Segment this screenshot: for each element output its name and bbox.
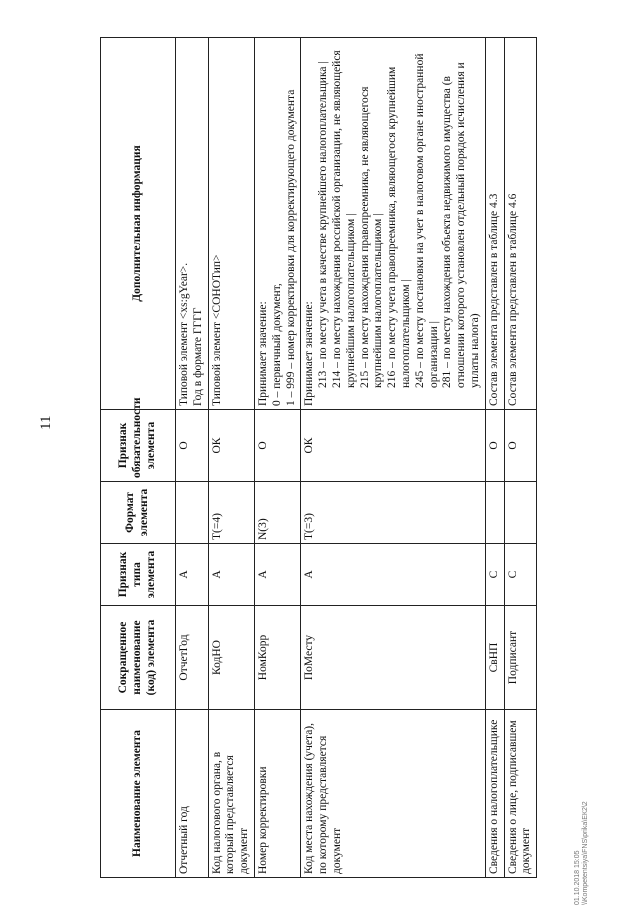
- header-required: Признак обязательности элемента: [101, 410, 176, 482]
- info-line: 0 – первичный документ,: [270, 283, 283, 406]
- info-value: 245 – по месту постановки на учет в налоговом органе иностранной организации |: [413, 53, 440, 388]
- header-info: Дополнительная информация: [101, 38, 176, 410]
- info-value: 216 – по месту учета правопреемника, являющегося крупнейшим налогоплательщиком |: [386, 66, 412, 388]
- info-line: Типовой элемент <xs:gYear>.: [178, 262, 190, 406]
- table-row: [208, 38, 254, 878]
- file-stamp: [574, 801, 590, 905]
- cell-format: [504, 482, 537, 544]
- cell-name: Код налогового органа, в который представляется документ: [208, 710, 254, 878]
- table-header: [101, 38, 176, 878]
- header-name: Наименование элемента: [101, 710, 176, 878]
- cell-format: [176, 482, 209, 544]
- cell-info: [208, 38, 254, 410]
- cell-code: СвНП: [485, 606, 504, 710]
- info-line: Принимает значение:: [303, 301, 316, 406]
- info-value: 281 – по месту нахождения объекта недвижимого имущества (в отношении которого установлен отдельный порядок исчисления и уплаты налога): [441, 62, 481, 388]
- cell-required: О: [176, 410, 209, 482]
- info-line: 1 – 999 – номер корректировки для корректирующего документа: [284, 89, 297, 406]
- cell-code: НомКорр: [254, 606, 300, 710]
- page-number: 11: [38, 415, 54, 430]
- cell-info: [301, 38, 485, 410]
- cell-format: N(3): [254, 482, 300, 544]
- cell-required: ОК: [208, 410, 254, 482]
- cell-type: А: [254, 544, 300, 606]
- info-value: 214 – по месту нахождения российской организации, не являющейся крупнейшим налогоплательщиком |: [330, 50, 357, 388]
- cell-info: [176, 38, 209, 410]
- cell-code: ПоМесту: [301, 606, 485, 710]
- elements-table: [100, 37, 537, 878]
- cell-required: ОК: [301, 410, 485, 482]
- table-row: [254, 38, 300, 878]
- stamp-date: 01.10.2018 15:05: [574, 850, 581, 905]
- info-value: 213 – по месту учета в качестве крупнейшего налогоплательщика |: [317, 61, 330, 388]
- cell-type: А: [301, 544, 485, 606]
- cell-code: ОтчетГод: [176, 606, 209, 710]
- header-type: Признак типа элемента: [101, 544, 176, 606]
- info-line: Состав элемента представлен в таблице 4.3: [487, 193, 500, 406]
- cell-name: Номер корректировки: [254, 710, 300, 878]
- cell-type: А: [208, 544, 254, 606]
- info-line: Состав элемента представлен в таблице 4.6: [506, 193, 519, 406]
- info-line: Принимает значение:: [256, 301, 269, 406]
- cell-code: КодНО: [208, 606, 254, 710]
- cell-type: А: [176, 544, 209, 606]
- table-row: [485, 38, 504, 878]
- cell-info: [485, 38, 504, 410]
- info-line: Год в формате ГГГГ: [191, 307, 204, 406]
- header-code: Сокращенное наименование (код) элемента: [101, 606, 176, 710]
- cell-code: Подписант: [504, 606, 537, 710]
- header-format: Формат элемента: [101, 482, 176, 544]
- cell-required: О: [254, 410, 300, 482]
- table-row: [301, 38, 485, 878]
- info-line: Типовой элемент <СОНОТип>: [210, 254, 223, 406]
- cell-info: [254, 38, 300, 410]
- cell-info: [504, 38, 537, 410]
- cell-type: С: [485, 544, 504, 606]
- cell-format: T(=4): [208, 482, 254, 544]
- info-value: 215 – по месту нахождения правопреемника, не являющегося крупнейшим налогоплательщиком |: [358, 86, 385, 388]
- cell-format: [485, 482, 504, 544]
- cell-name: Сведения о лице, подписавшем документ: [504, 710, 537, 878]
- cell-required: О: [485, 410, 504, 482]
- cell-required: О: [504, 410, 537, 482]
- rotated-page: [100, 38, 562, 878]
- cell-name: Отчетный год: [176, 710, 209, 878]
- table-row: [176, 38, 209, 878]
- stamp-path: \\Kompetentsiya\FNS\prika\ЕК2\2: [582, 801, 590, 905]
- cell-format: T(=3): [301, 482, 485, 544]
- cell-name: Код места нахождения (учета), по которому представляется документ: [301, 710, 485, 878]
- cell-name: Сведения о налогоплательщике: [485, 710, 504, 878]
- table-row: [504, 38, 537, 878]
- cell-type: С: [504, 544, 537, 606]
